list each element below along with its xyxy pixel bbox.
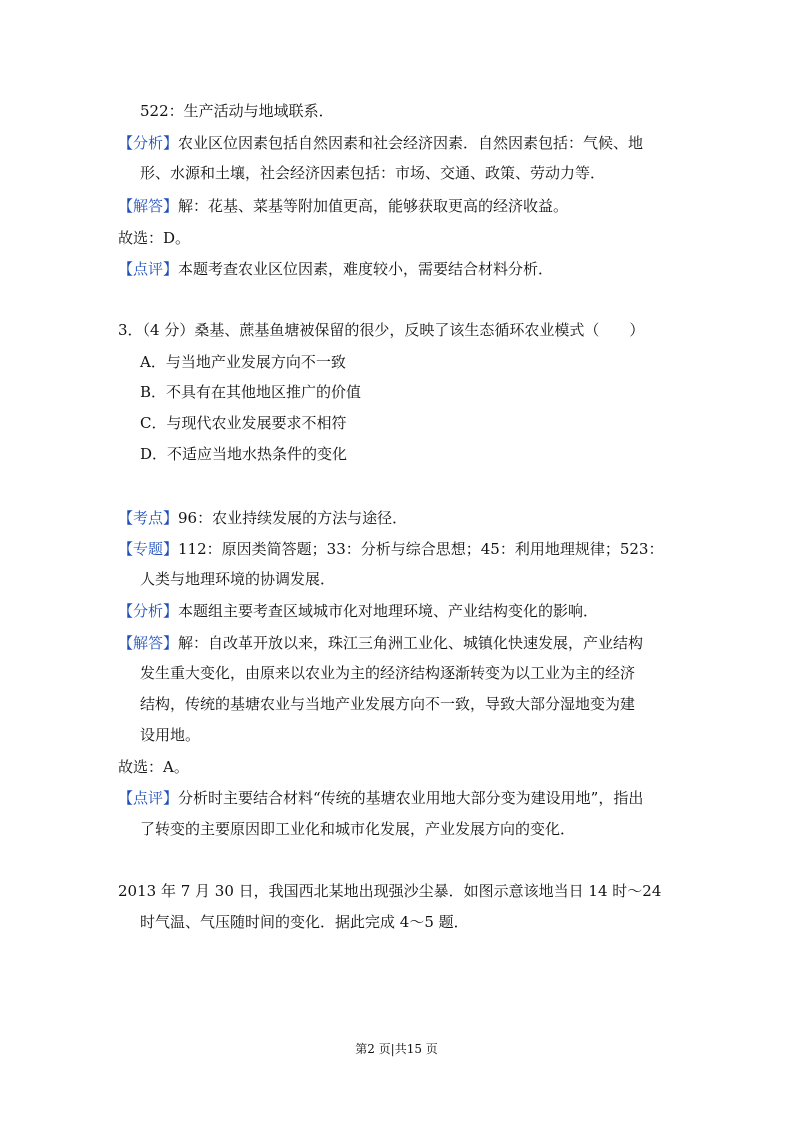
q3-kaodian bbox=[118, 508, 678, 528]
q3-zhuanti-line-2: 人类与地理环境的协调发展． bbox=[140, 570, 336, 588]
q3-comment-line-2: 了转变的主要原因即工业化和城市化发展，产业发展方向的变化． bbox=[140, 820, 576, 838]
q3-analysis bbox=[118, 601, 678, 621]
analysis-tag: 【分析】 bbox=[118, 602, 179, 620]
q3-answer-line-4: 设用地。 bbox=[140, 726, 201, 744]
question-3-option-b: B．不具有在其他地区推广的价值 bbox=[140, 383, 362, 401]
question-3-option-a: A．与当地产业发展方向不一致 bbox=[140, 353, 346, 371]
q3-comment bbox=[118, 788, 678, 808]
q3-answer-line-1: 解：自改革开放以来，珠江三角洲工业化、城镇化快速发展，产业结构 bbox=[178, 634, 644, 652]
prev-answer bbox=[118, 196, 678, 216]
q3-comment-line-1: 分析时主要结合材料“传统的基塘农业用地大部分变为建设用地”，指出 bbox=[178, 789, 644, 807]
q3-zhuanti bbox=[118, 539, 678, 559]
page-footer: 第2 页|共15 页 bbox=[355, 1042, 438, 1056]
zhuanti-tag: 【专题】 bbox=[118, 540, 179, 558]
comment-tag: 【点评】 bbox=[118, 789, 179, 807]
question-3-option-c: C．与现代农业发展要求不相符 bbox=[140, 414, 347, 432]
prev-comment-line-1: 本题考查农业区位因素，难度较小，需要结合材料分析． bbox=[178, 260, 554, 278]
comment-tag: 【点评】 bbox=[118, 260, 179, 278]
prev-analysis-line-2: 形、水源和土壤，社会经济因素包括：市场、交通、政策、劳动力等． bbox=[140, 164, 606, 182]
q3-zhuanti-line-1: 112：原因类简答题；33：分析与综合思想；45：利用地理规律；523： bbox=[178, 540, 664, 558]
prev-comment bbox=[118, 259, 678, 279]
intro-line-1: 2013 年 7 月 30 日，我国西北某地出现强沙尘暴．如图示意该地当日 14 时～24 bbox=[118, 882, 662, 900]
intro-line-2: 时气温、气压随时间的变化．据此完成 4～5 题． bbox=[140, 913, 469, 931]
q3-kaodian-text: 96：农业持续发展的方法与途径． bbox=[178, 509, 408, 527]
q3-answer-line-3: 结构，传统的基塘农业与当地产业发展方向不一致，导致大部分湿地变为建 bbox=[140, 695, 636, 713]
answer-tag: 【解答】 bbox=[118, 197, 179, 215]
question-3-option-d: D．不适应当地水热条件的变化 bbox=[140, 445, 348, 463]
q3-choice: 故选：A。 bbox=[118, 758, 189, 776]
analysis-tag: 【分析】 bbox=[118, 134, 179, 152]
prev-analysis-line-1: 农业区位因素包括自然因素和社会经济因素．自然因素包括：气候、地 bbox=[178, 134, 644, 152]
prev-topic-continuation: 522：生产活动与地域联系． bbox=[140, 102, 334, 120]
prev-answer-line-1: 解：花基、菜基等附加值更高，能够获取更高的经济收益。 bbox=[178, 197, 569, 215]
prev-analysis bbox=[118, 133, 678, 153]
q3-analysis-text: 本题组主要考查区域城市化对地理环境、产业结构变化的影响． bbox=[178, 602, 599, 620]
q3-answer-line-2: 发生重大变化，由原来以农业为主的经济结构逐渐转变为以工业为主的经济 bbox=[140, 664, 636, 682]
question-3-stem: 3．（4 分）桑基、蔗基鱼塘被保留的很少，反映了该生态循环农业模式（ ） bbox=[118, 321, 645, 339]
kaodian-tag: 【考点】 bbox=[118, 509, 179, 527]
answer-tag: 【解答】 bbox=[118, 634, 179, 652]
q3-answer bbox=[118, 633, 678, 653]
prev-choice: 故选：D。 bbox=[118, 229, 191, 247]
